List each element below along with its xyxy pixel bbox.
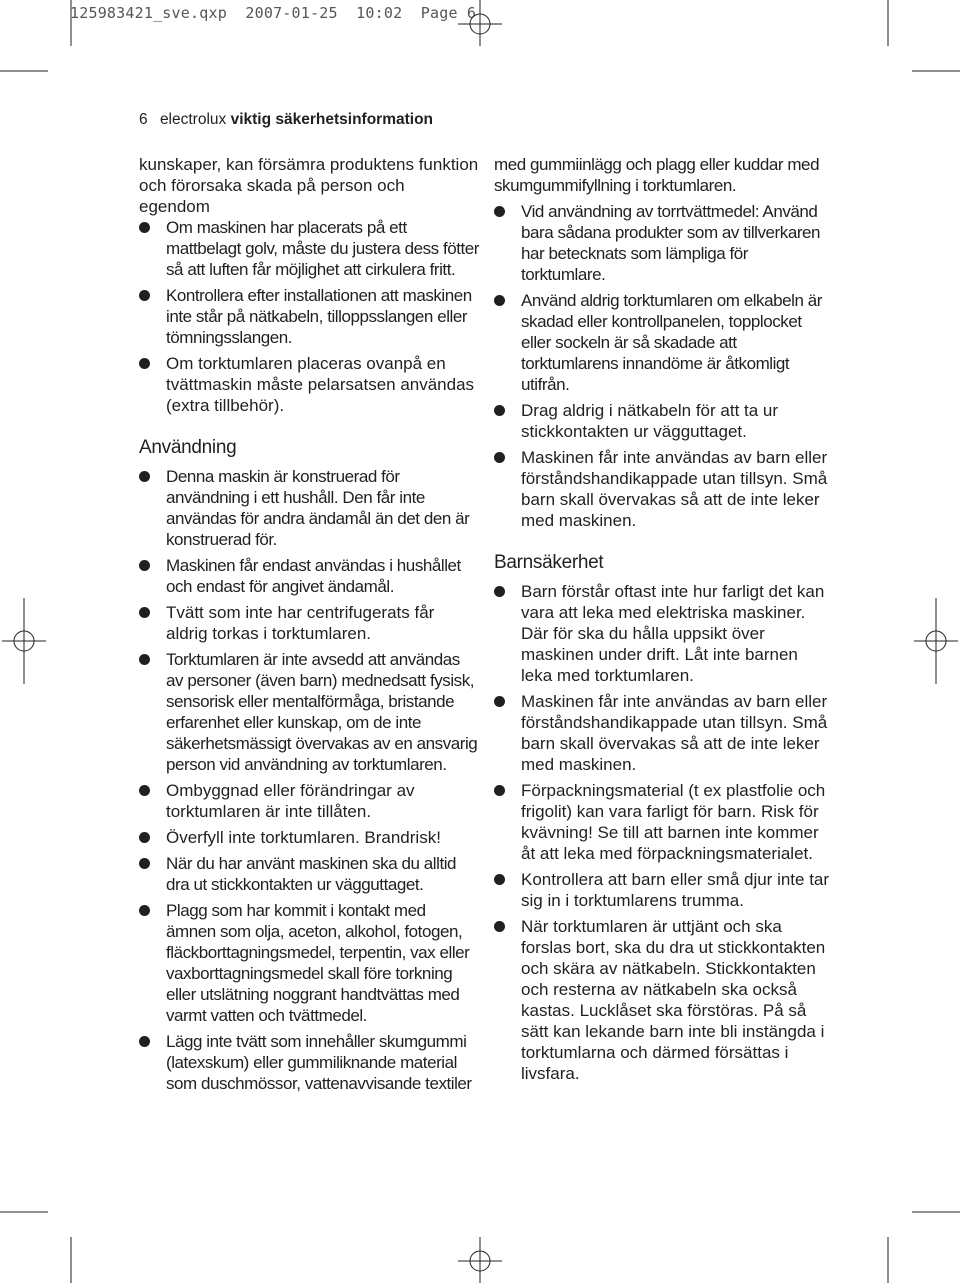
bullet-icon [139, 654, 150, 665]
bullet-icon [139, 905, 150, 916]
list-item: Barn förstår oftast inte hur farligt det kan vara att leka med elektriska maskiner. Där för ska du hålla uppsikt över maskinen under drift. Låt inte barnen leka med torktumlaren. [494, 581, 830, 686]
list-item: Maskinen får inte användas av barn eller förståndshandikappade utan tillsyn. Små barn skall övervakas så att de inte leker med maskinen. [494, 447, 830, 531]
bullet-icon [139, 560, 150, 571]
usage-list [139, 466, 479, 1094]
list-item: Använd aldrig torktumlaren om elkabeln är skadad eller kontrollpanelen, topplocket eller sockeln är så skadade att torktumlarens innandöme är åtkomligt utifrån. [494, 290, 830, 395]
bullet-icon [494, 586, 505, 597]
section-heading: Användning [139, 437, 237, 458]
bullet-icon [139, 785, 150, 796]
brand-name: electrolux [159, 111, 227, 128]
bullet-icon [139, 290, 150, 301]
bullet-icon [139, 858, 150, 869]
list-item: Denna maskin är konstruerad för användning i ett hushåll. Den får inte användas för andra ändamål än det den är konstruerad för. [139, 466, 479, 550]
right-column [494, 154, 830, 1084]
bullet-icon [494, 405, 505, 416]
safety-list [494, 201, 830, 531]
bullet-icon [494, 874, 505, 885]
page-number: 6 [139, 111, 148, 128]
list-item: Förpackningsmaterial (t ex plastfolie och frigolit) kan vara farligt för barn. Risk för kvävning! Se till att barnen inte kommer åt att leka med förpackningsmaterialet. [494, 780, 830, 864]
list-item: Kontrollera efter installationen att maskinen inte står på nätkabeln, tilloppsslangen eller tömningsslangen. [139, 285, 479, 348]
bullet-icon [494, 452, 505, 463]
list-item: Maskinen får endast användas i hushållet och endast för angivet ändamål. [139, 555, 479, 597]
list-item: Om torktumlaren placeras ovanpå en tvättmaskin måste pelarsatsen användas (extra tillbehör). [139, 353, 479, 416]
list-item: Vid användning av torrtvättmedel: Använd bara sådana produkter som av tillverkaren har betecknats som lämpliga för torktumlare. [494, 201, 830, 285]
bullet-icon [494, 921, 505, 932]
list-item: När du har använt maskinen ska du alltid dra ut stickkontakten ur vägguttaget. [139, 853, 479, 895]
continued-text: kunskaper, kan försämra produktens funktion och förorsaka skada på person och egendom [139, 155, 479, 216]
bullet-icon [494, 206, 505, 217]
bullet-icon [494, 696, 505, 707]
page-header [139, 111, 433, 129]
continued-text: med gummiinlägg och plagg eller kuddar med skumgummifyllning i torktumlaren. [494, 155, 820, 195]
child-safety-list [494, 581, 830, 1084]
list-item: Ombyggnad eller förändringar av torktumlaren är inte tillåten. [139, 780, 479, 822]
list-item: När torktumlaren är uttjänt och ska forslas bort, ska du dra ut stickkontakten och skära av nätkabeln. Stickkontakten och resterna av nätkabeln ska också kastas. Lucklåset ska förstöras. På så sätt kan lekande barn inte bli instängda i torktumlarna och därmed försättas i livsfara. [494, 916, 830, 1084]
list-item: Kontrollera att barn eller små djur inte tar sig in i torktumlarens trumma. [494, 869, 830, 911]
list-item: Drag aldrig i nätkabeln för att ta ur stickkontakten ur vägguttaget. [494, 400, 830, 442]
bullet-icon [494, 295, 505, 306]
list-item: Överfyll inte torktumlaren. Brandrisk! [139, 827, 479, 848]
print-slug: 125983421_sve.qxp 2007-01-25 10:02 Page 6 [70, 4, 477, 22]
list-item: Tvätt som inte har centrifugerats får aldrig torkas i torktumlaren. [139, 602, 479, 644]
list-item: Torktumlaren är inte avsedd att användas av personer (även barn) mednedsatt fysisk, sensorisk eller mentalförmåga, bristande erfarenhet eller kunskap, om de inte säkerhetsmässigt övervakas av en ansvarig person vid användning av torktumlaren. [139, 649, 479, 775]
safety-list [139, 217, 479, 416]
list-item: Maskinen får inte användas av barn eller förståndshandikappade utan tillsyn. Små barn skall övervakas så att de inte leker med maskinen. [494, 691, 830, 775]
bullet-icon [494, 785, 505, 796]
bullet-icon [139, 358, 150, 369]
list-item: Lägg inte tvätt som innehåller skumgummi (latexskum) eller gummiliknande material som duschmössor, vattenavvisande textiler [139, 1031, 479, 1094]
bullet-icon [139, 607, 150, 618]
list-item: Om maskinen har placerats på ett mattbelagt golv, måste du justera dess fötter så att luften får möjlighet att cirkulera fritt. [139, 217, 479, 280]
left-column [139, 154, 479, 1094]
bullet-icon [139, 222, 150, 233]
section-title: viktig säkerhetsinformation [230, 111, 434, 128]
bullet-icon [139, 1036, 150, 1047]
bullet-icon [139, 832, 150, 843]
list-item: Plagg som har kommit i kontakt med ämnen som olja, aceton, alkohol, fotogen, fläckborttagningsmedel, terpentin, vax eller vaxborttagningsmedel skall före torkning eller utslätning noggrant handtvättas med varmt vatten och tvättmedel. [139, 900, 479, 1026]
section-heading: Barnsäkerhet [494, 552, 604, 573]
bullet-icon [139, 471, 150, 482]
